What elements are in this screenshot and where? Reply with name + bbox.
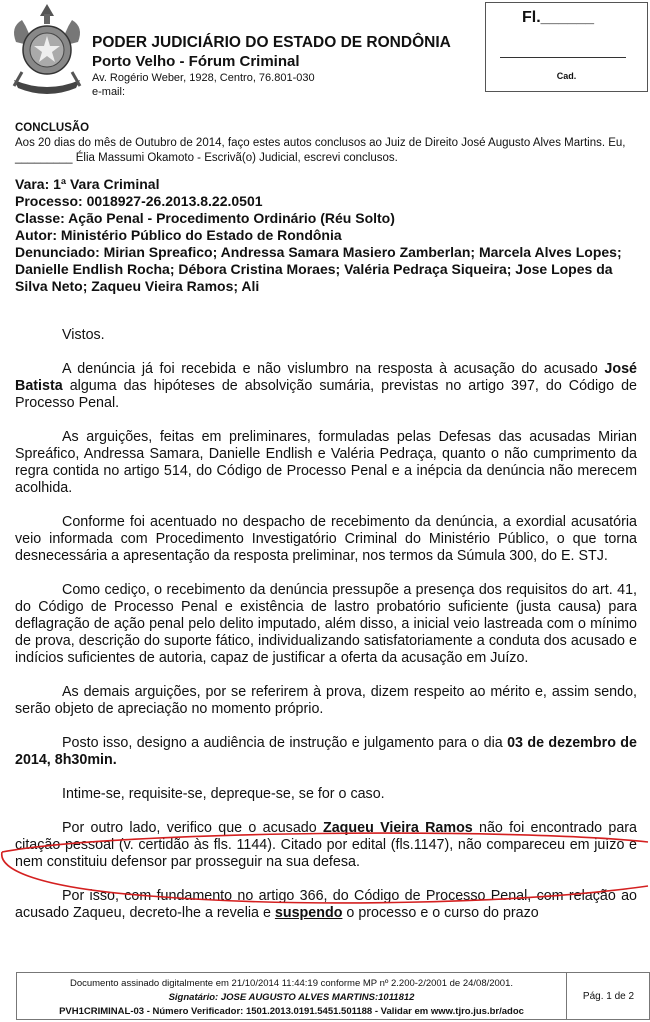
conclusion-section bbox=[15, 121, 635, 166]
folio-signature-line bbox=[500, 57, 626, 58]
court-seal-icon bbox=[8, 2, 86, 102]
case-vara: Vara: 1ª Vara Criminal bbox=[15, 176, 160, 192]
conclusion-text: Aos 20 dias do mês de Outubro de 2014, faço estes autos conclusos ao Juiz de Direito José Augusto Alves Martins. Eu, _________ Élia Massumi Okamoto - Escrivã(o) Judicial, escrevi conclusos. bbox=[15, 137, 626, 164]
paragraph-10-text-c: o processo e o curso do prazo bbox=[342, 905, 539, 921]
case-author: Autor: Ministério Público do Estado de Rondônia bbox=[15, 227, 342, 243]
paragraph-7 bbox=[15, 735, 637, 769]
signature-info bbox=[17, 973, 567, 1019]
paragraph-3: As arguições, feitas em preliminares, formuladas pelas Defesas das acusadas Mirian Spreáfico, Andressa Samara, Danielle Endlish e Valéria Pedraça, quanto o não cumprimento da regra contida no artigo 514, do Código de Processo Penal e a inépcia da denúncia não merecem acolhida. bbox=[15, 429, 637, 496]
paragraph-2 bbox=[15, 361, 637, 412]
cad-label: Cad. bbox=[556, 71, 577, 81]
paragraph-1: Vistos. bbox=[62, 327, 105, 343]
court-email: e-mail: bbox=[92, 86, 126, 98]
paragraph-2-bold-name: José Batista bbox=[15, 361, 637, 394]
footer-signatory: Signatário: JOSE AUGUSTO ALVES MARTINS:1011812 bbox=[168, 992, 415, 1003]
case-details bbox=[15, 176, 640, 295]
case-class: Classe: Ação Penal - Procedimento Ordinário (Réu Solto) bbox=[15, 210, 395, 226]
red-annotation-ellipse bbox=[0, 828, 650, 904]
paragraph-9-text-c: não foi encontrado para citação pessoal (v. certidão às fls. 1144). Citado por edital (fls.1147), não compareceu em juízo e nem constituiu defensor par prosseguir na sua defesa. bbox=[15, 820, 637, 870]
conclusion-heading: CONCLUSÃO bbox=[15, 122, 90, 134]
folio-label: Fl.______ bbox=[522, 9, 595, 26]
case-defendants: Denunciado: Mirian Spreafico; Andressa Samara Masiero Zamberlan; Marcela Alves Lopes; Danielle Endlish Rocha; Débora Cristina Moraes; Valéria Pedraça Siqueira; Jose Lopes da Silva Neto; Zaqueu Vieira Ramos; Ali bbox=[15, 244, 622, 294]
paragraph-9-bold-name: Zaqueu Vieira Ramos bbox=[322, 820, 473, 836]
page-number: Pág. 1 de 2 bbox=[582, 990, 635, 1002]
paragraph-2-text-c: alguma das hipóteses de absolvição sumária, previstas no artigo 397, do Código de Processo Penal. bbox=[15, 378, 637, 411]
footer-signed-line: Documento assinado digitalmente em 21/10/2014 11:44:19 conforme MP nº 2.200-2/2001 de 24/08/2001. bbox=[69, 978, 514, 989]
paragraph-9-text-a: Por outro lado, verifico que o acusado bbox=[62, 820, 323, 836]
paragraph-8: Intime-se, requisite-se, depreque-se, se for o caso. bbox=[62, 786, 385, 802]
case-process-number: Processo: 0018927-26.2013.8.22.0501 bbox=[15, 193, 263, 209]
paragraph-7-bold-date: 03 de dezembro de 2014, 8h30min. bbox=[15, 735, 637, 768]
court-address: Av. Rogério Weber, 1928, Centro, 76.801-030 bbox=[92, 72, 315, 84]
paragraph-6: As demais arguições, por se referirem à prova, dizem respeito ao mérito e, assim sendo, serão objeto de apreciação no momento próprio. bbox=[15, 684, 637, 717]
signature-footer bbox=[16, 972, 650, 1020]
court-name: PODER JUDICIÁRIO DO ESTADO DE RONDÔNIA bbox=[92, 34, 451, 51]
paragraph-5: Como cediço, o recebimento da denúncia pressupõe a presença dos requisitos do art. 41, do Código de Processo Penal e existência de lastro probatório suficiente (justa causa) para deflagração de ação penal pelo delito imputado, além disso, a inicial veio lastreada com o mínimo de prova, descrição do suporte fático, individualizando satisfatoriamente a conduta dos acusado e indícios suficientes de autoria, capaz de justificar a oferta da acusação em Juízo. bbox=[15, 582, 637, 666]
paragraph-10-text-a: Por isso, com fundamento no artigo 366, do Código de Processo Penal, com relação ao acusado Zaqueu, decreto-lhe a revelia e bbox=[15, 888, 637, 921]
paragraph-4: Conforme foi acentuado no despacho de recebimento da denúncia, a exordial acusatória veio informada com Procedimento Investigatório Criminal do Ministério Público, o que torna desnecessária a apresentação da resposta preliminar, nos termos da Súmula 300, do E. STJ. bbox=[15, 514, 637, 564]
folio-box bbox=[485, 2, 648, 92]
paragraph-7-text-a: Posto isso, designo a audiência de instrução e julgamento para o dia bbox=[62, 735, 508, 751]
paragraph-2-text-a: A denúncia já foi recebida e não vislumbro na resposta à acusação do acusado bbox=[62, 361, 605, 377]
footer-verifier: PVH1CRIMINAL-03 - Número Verificador: 1501.2013.0191.5451.501188 - Validar em www.tjro.jus.br/adoc bbox=[59, 1006, 524, 1017]
court-header bbox=[92, 34, 451, 98]
paragraph-10-bold-underlined: suspendo bbox=[274, 905, 343, 921]
forum-name: Porto Velho - Fórum Criminal bbox=[92, 53, 300, 70]
